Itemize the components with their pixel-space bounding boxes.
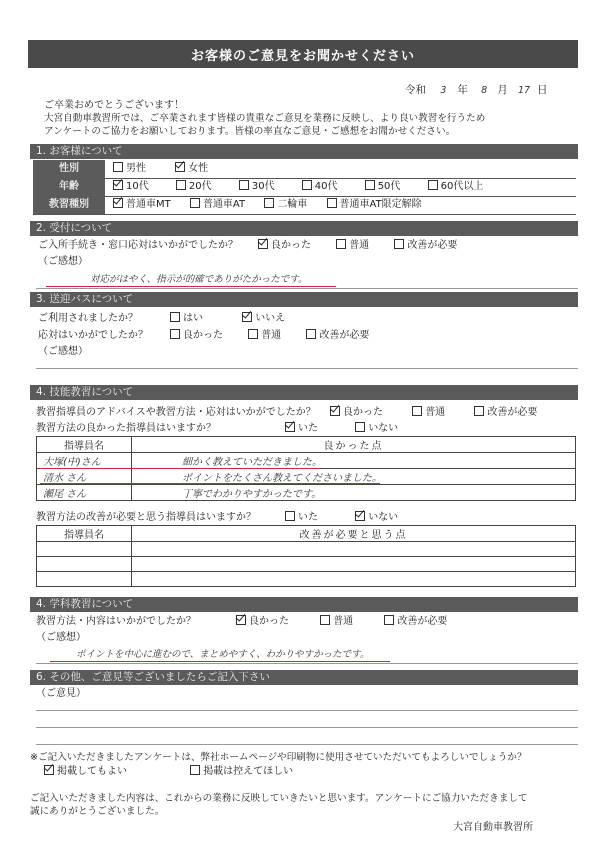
checkbox-checked-icon[interactable] — [175, 162, 185, 172]
driving-instruction-question: 教習指導員のアドバイスや教習方法・応対はいかがでしたか？ — [36, 407, 316, 418]
section-2-heading: 2. 受付について — [30, 221, 578, 236]
age-row — [33, 178, 576, 197]
date-day[interactable]: 17 — [517, 85, 531, 96]
date-month[interactable]: 8 — [481, 85, 488, 96]
improve-point-header: 改善が必要と思う点 — [132, 526, 576, 542]
checkbox-icon[interactable] — [394, 239, 404, 249]
option-average[interactable]: 普通 — [412, 407, 445, 418]
option-publish-ok[interactable]: 掲載してもよい — [44, 766, 127, 777]
comment-rule — [36, 288, 578, 289]
option-yes[interactable]: いた — [285, 423, 318, 434]
option-no[interactable]: いいえ — [242, 313, 285, 324]
good-instructor-question: 教習方法の良かった指導員はいますか？ — [36, 423, 216, 434]
school-name: 大宮自動車教習所 — [453, 822, 533, 833]
age-label: 年齢 — [33, 178, 105, 196]
improve-point-cell[interactable] — [132, 572, 576, 587]
checkbox-checked-icon[interactable] — [330, 406, 340, 416]
bus-service-options — [170, 330, 369, 342]
age-option[interactable]: 60代以上 — [428, 181, 484, 192]
checkbox-icon[interactable] — [474, 406, 484, 416]
checkbox-icon[interactable] — [365, 180, 375, 190]
checkbox-icon[interactable] — [190, 765, 200, 775]
course-type-label: 教習種別 — [33, 196, 105, 214]
good-point-header: 良かった点 — [132, 437, 576, 453]
checkbox-icon[interactable] — [170, 312, 180, 322]
comment-rule — [36, 727, 578, 728]
checkbox-icon[interactable] — [412, 406, 422, 416]
checkbox-icon[interactable] — [190, 198, 200, 208]
option-good[interactable]: 良かった — [236, 616, 289, 627]
academic-question: 教習方法・内容はいかがでしたか？ — [36, 616, 196, 627]
option-average[interactable]: 普通 — [336, 240, 369, 251]
age-option[interactable]: 40代 — [302, 181, 338, 192]
instructor-name-cell[interactable] — [37, 542, 132, 557]
intro-line-2: 大宮自動車教習所では、ご卒業されます皆様の貴重なご意見を業務に反映し、より良い教習を行うため — [44, 113, 486, 124]
comment-rule — [36, 744, 578, 745]
option-needs-improvement[interactable]: 改善が必要 — [394, 240, 457, 251]
checkbox-checked-icon[interactable] — [258, 239, 268, 249]
good-point-cell[interactable]: 細かく教えていただきました。 — [132, 453, 576, 469]
option-no[interactable]: いない — [355, 423, 398, 434]
reception-question: ご入所手続き・窓口応対はいかがでしたか？ — [38, 240, 238, 251]
academic-options — [236, 616, 447, 628]
checkbox-icon[interactable] — [384, 615, 394, 625]
age-option[interactable]: 30代 — [239, 181, 275, 192]
table-row — [37, 485, 576, 501]
section-4-heading: 4. 技能教習について — [30, 385, 578, 400]
option-yes[interactable]: はい — [170, 313, 203, 324]
bus-usage-question: ご利用されましたか？ — [38, 313, 138, 324]
course-type-options — [113, 199, 422, 211]
intro-line-3: アンケートのご協力をお願いしております。皆様の率直なご意見・ご感想をお聞かせください。 — [44, 126, 456, 137]
checkbox-icon[interactable] — [285, 511, 295, 521]
checkbox-icon[interactable] — [170, 329, 180, 339]
closing-line-2: 誠にありがとうございました。 — [30, 806, 165, 817]
instructor-name-header: 指導員名 — [37, 526, 132, 542]
date-era: 令和 — [405, 84, 426, 96]
checkbox-icon[interactable] — [176, 180, 186, 190]
improve-point-cell[interactable] — [132, 557, 576, 572]
checkbox-checked-icon[interactable] — [113, 198, 123, 208]
improve-instructor-options — [285, 512, 398, 524]
option-good[interactable]: 良かった — [170, 330, 223, 341]
checkbox-icon[interactable] — [320, 615, 330, 625]
checkbox-icon[interactable] — [306, 329, 316, 339]
driving-instruction-options — [330, 407, 537, 419]
course-type-option[interactable]: 普通車AT — [190, 199, 245, 210]
intro-line-1: ご卒業おめでとうございます！ — [44, 100, 184, 111]
table-row — [37, 453, 576, 469]
closing-line-1: ご記入いただきました内容は、これからの業務に反映していきたいと思います。アンケートにご協力いただきまして — [30, 793, 528, 804]
course-type-option[interactable]: 普通車MT — [113, 199, 171, 210]
checkbox-checked-icon[interactable] — [44, 765, 54, 775]
bus-comment-label: （ご感想） — [38, 346, 88, 357]
gender-option-male[interactable]: 男性 — [113, 163, 146, 174]
gender-options — [113, 163, 208, 175]
instructor-name-header: 指導員名 — [37, 437, 132, 453]
checkbox-icon[interactable] — [428, 180, 438, 190]
improve-instructor-table — [36, 525, 576, 587]
table-row — [37, 572, 576, 587]
comment-rule — [36, 710, 578, 711]
gender-row — [33, 160, 576, 179]
table-row — [37, 542, 576, 557]
customer-profile — [33, 160, 576, 216]
checkbox-icon[interactable] — [248, 329, 258, 339]
consent-options — [44, 766, 293, 778]
option-needs-improvement[interactable]: 改善が必要 — [384, 616, 447, 627]
course-type-row — [33, 196, 576, 215]
option-publish-decline[interactable]: 掲載は控えてほしい — [190, 766, 293, 777]
option-needs-improvement[interactable]: 改善が必要 — [474, 407, 537, 418]
opinion-label: （ご意見） — [36, 688, 86, 699]
improve-instructor-question: 教習方法の改善が必要と思う指導員はいますか？ — [36, 512, 256, 523]
instructor-name-cell[interactable] — [37, 557, 132, 572]
age-options — [113, 181, 483, 193]
academic-comment-label: （ご感想） — [36, 632, 86, 643]
option-average[interactable]: 普通 — [248, 330, 281, 341]
checkbox-icon[interactable] — [264, 198, 274, 208]
good-point-cell[interactable]: 丁寧でわかりやすかったです。 — [132, 485, 576, 501]
reception-comment[interactable]: 対応がはやく、指示が的確でありがたかったです。 — [90, 274, 308, 285]
checkbox-icon[interactable] — [113, 162, 123, 172]
option-no[interactable]: いない — [355, 512, 398, 523]
red-underline — [40, 468, 320, 469]
instructor-name-cell[interactable]: 清水 さん — [37, 469, 132, 485]
section-6-heading: 6. その他、ご意見等ございましたらご記入下さい — [30, 670, 578, 685]
red-underline — [50, 661, 390, 662]
instructor-name-cell[interactable] — [37, 572, 132, 587]
date-day-unit: 日 — [537, 84, 548, 96]
academic-comment[interactable]: ポイントを中心に進むので、まとめやすく、わかりやすかったです。 — [76, 649, 370, 660]
date-year-unit: 年 — [457, 84, 468, 96]
checkbox-checked-icon[interactable] — [236, 615, 246, 625]
section-1-heading: 1. お客様について — [30, 144, 578, 159]
table-header-row — [37, 437, 576, 453]
good-point-cell[interactable]: ポイントをたくさん教えてくださいました。 — [132, 469, 576, 485]
reception-options — [258, 240, 457, 252]
reception-comment-label: （ご感想） — [38, 256, 88, 267]
gender-option-female[interactable]: 女性 — [175, 163, 208, 174]
red-underline — [46, 286, 336, 287]
table-row — [37, 557, 576, 572]
option-needs-improvement[interactable]: 改善が必要 — [306, 330, 369, 341]
option-yes[interactable]: いた — [285, 512, 318, 523]
age-option[interactable]: 50代 — [365, 181, 401, 192]
comment-rule — [36, 368, 578, 369]
checkbox-icon[interactable] — [355, 422, 365, 432]
date-month-unit: 月 — [497, 84, 508, 96]
checkbox-icon[interactable] — [302, 180, 312, 190]
checkbox-checked-icon[interactable] — [355, 511, 365, 521]
consent-question: ※ご記入いただきましたアンケートは、弊社ホームページや印刷物に使用させていただいてもよろしいでしょうか？ — [30, 752, 527, 763]
section-5-heading: 4. 学科教習について — [30, 597, 578, 612]
improve-point-cell[interactable] — [132, 542, 576, 557]
checkbox-icon[interactable] — [327, 198, 337, 208]
date — [405, 84, 548, 97]
checkbox-checked-icon[interactable] — [113, 180, 123, 190]
age-option[interactable]: 20代 — [176, 181, 212, 192]
checkbox-checked-icon[interactable] — [285, 422, 295, 432]
age-option[interactable]: 10代 — [113, 181, 149, 192]
option-good[interactable]: 良かった — [258, 240, 311, 251]
checkbox-icon[interactable] — [239, 180, 249, 190]
instructor-name-cell[interactable]: 瀬尾 さん — [37, 485, 132, 501]
bus-service-question: 応対はいかがでしたか？ — [38, 330, 148, 341]
good-instructor-options — [285, 423, 398, 435]
table-header-row — [37, 526, 576, 542]
gender-label: 性別 — [33, 160, 105, 178]
instructor-name-cell[interactable]: 大塚(中)さん — [37, 453, 132, 469]
course-type-option[interactable]: 二輪車 — [264, 199, 307, 210]
course-type-option[interactable]: 普通車AT限定解除 — [327, 199, 422, 210]
option-average[interactable]: 普通 — [320, 616, 353, 627]
option-good[interactable]: 良かった — [330, 407, 383, 418]
bus-usage-options — [170, 313, 285, 325]
form-title: お客様のご意見をお聞かせください — [28, 40, 578, 68]
checkbox-checked-icon[interactable] — [242, 312, 252, 322]
checkbox-icon[interactable] — [336, 239, 346, 249]
red-underline — [40, 483, 380, 484]
comment-rule — [36, 663, 578, 664]
section-3-heading: 3. 送迎バスについて — [30, 292, 578, 307]
date-year[interactable]: 3 — [440, 85, 447, 96]
